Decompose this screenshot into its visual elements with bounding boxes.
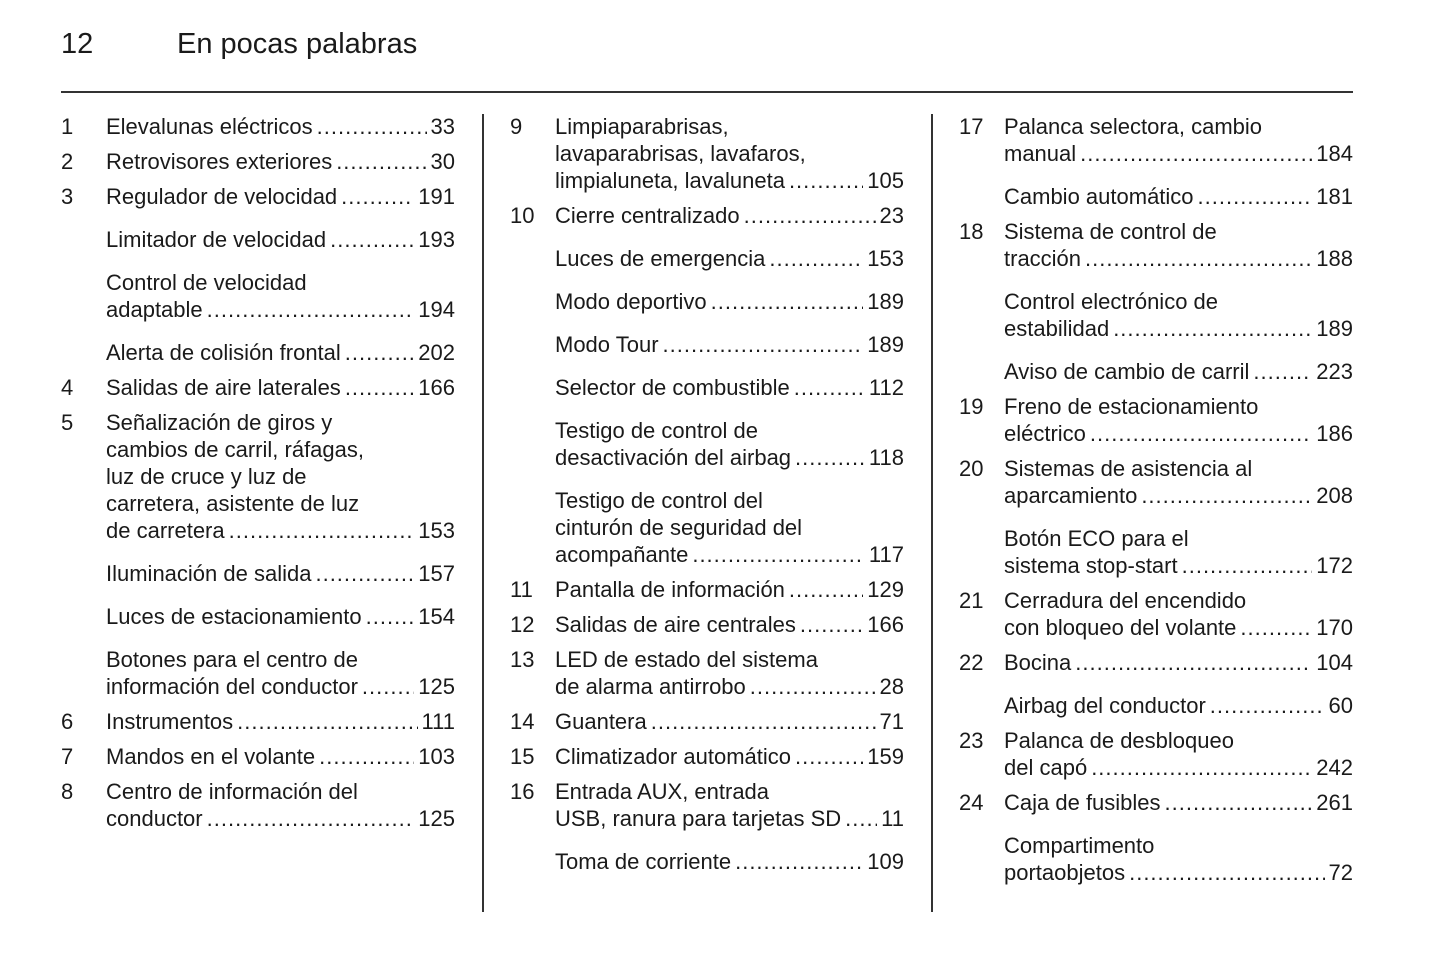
page-reference: 172 (1316, 553, 1353, 578)
entry-label-line: Testigo de control del (555, 488, 763, 513)
dot-leader (345, 374, 414, 401)
entry-label: Salidas de aire laterales (106, 375, 341, 400)
dot-leader (366, 603, 415, 630)
page-reference: 103 (418, 744, 455, 769)
index-entry (959, 455, 1353, 509)
dot-leader (769, 245, 863, 272)
page-reference: 117 (868, 542, 904, 567)
entry-number: 17 (959, 114, 984, 139)
entry-number: 20 (959, 456, 984, 481)
index-entry (61, 183, 455, 210)
entry-number: 8 (61, 779, 74, 804)
entry-label: Mandos en el volante (106, 744, 316, 769)
index-subentry (510, 288, 904, 315)
entry-label-line: Control electrónico de (1004, 289, 1219, 314)
index-subentry (959, 288, 1353, 342)
dot-leader (789, 576, 863, 603)
page-reference: 125 (418, 806, 455, 831)
entry-number: 24 (959, 790, 984, 815)
page-reference: 188 (1316, 246, 1353, 271)
page-reference: 261 (1316, 790, 1353, 815)
page-header (61, 28, 1353, 68)
page-reference: 129 (867, 577, 904, 602)
entry-label: Regulador de velocidad (106, 184, 338, 209)
entry-label: Caja de fusibles (1004, 790, 1161, 815)
index-entry (510, 646, 904, 700)
page-reference: 194 (418, 297, 455, 322)
entry-number: 16 (510, 779, 535, 804)
page-reference: 189 (867, 289, 904, 314)
dot-leader (789, 167, 863, 194)
dot-leader (362, 673, 414, 700)
dot-leader (1165, 789, 1313, 816)
page-reference: 153 (867, 246, 904, 271)
entry-number: 15 (510, 744, 535, 769)
entry-number: 22 (959, 650, 984, 675)
page-reference: 166 (418, 375, 455, 400)
dot-leader (1080, 140, 1312, 167)
page-reference: 166 (867, 612, 904, 637)
entry-label: estabilidad (1004, 316, 1110, 341)
column-divider (482, 114, 484, 912)
index-subentry (510, 331, 904, 358)
entry-label-line: Cerradura del encendido (1004, 588, 1247, 613)
index-column-2 (510, 113, 904, 875)
page-reference: 242 (1316, 755, 1353, 780)
page-reference: 208 (1316, 483, 1353, 508)
page-reference: 189 (867, 332, 904, 357)
entry-label: USB, ranura para tarjetas SD (555, 806, 842, 831)
page-reference: 191 (418, 184, 455, 209)
index-entry (959, 649, 1353, 676)
index-entry (61, 374, 455, 401)
entry-label: Instrumentos (106, 709, 234, 734)
page-reference: 109 (867, 849, 904, 874)
dot-leader (1182, 552, 1313, 579)
index-subentry (510, 848, 904, 875)
index-entry (959, 218, 1353, 272)
entry-label-line: Botón ECO para el (1004, 526, 1189, 551)
entry-label: acompañante (555, 542, 689, 567)
dot-leader (330, 226, 414, 253)
index-subentry (510, 487, 904, 568)
entry-label: limpialuneta, lavaluneta (555, 168, 785, 193)
index-subentry (959, 183, 1353, 210)
dot-leader (345, 339, 414, 366)
page-reference: 105 (867, 168, 904, 193)
entry-label: manual (1004, 141, 1077, 166)
entry-label: Modo Tour (555, 332, 659, 357)
page-reference: 186 (1316, 421, 1353, 446)
page-reference: 33 (430, 114, 455, 139)
index-subentry (61, 269, 455, 323)
dot-leader (795, 444, 865, 471)
entry-label: Limitador de velocidad (106, 227, 327, 252)
dot-leader (237, 708, 417, 735)
entry-label: Aviso de cambio de carril (1004, 359, 1250, 384)
page-reference: 202 (418, 340, 455, 365)
index-subentry (61, 339, 455, 366)
index-entry (61, 409, 455, 544)
page-reference: 159 (867, 744, 904, 769)
page-reference: 189 (1316, 316, 1353, 341)
dot-leader (1113, 315, 1312, 342)
page-reference: 157 (418, 561, 455, 586)
index-column-3 (959, 113, 1353, 886)
index-subentry (959, 692, 1353, 719)
index-subentry (510, 245, 904, 272)
page-number: 12 (61, 28, 94, 60)
dot-leader (845, 805, 877, 832)
dot-leader (1075, 649, 1312, 676)
dot-leader (795, 743, 863, 770)
dot-leader (341, 183, 414, 210)
entry-label: Cambio automático (1004, 184, 1194, 209)
entry-number: 4 (61, 375, 74, 400)
dot-leader (1253, 358, 1312, 385)
index-entry (61, 708, 455, 735)
entry-label: de alarma antirrobo (555, 674, 746, 699)
entry-number: 23 (959, 728, 984, 753)
dot-leader (735, 848, 863, 875)
index-entry (510, 743, 904, 770)
dot-leader (315, 560, 414, 587)
entry-number: 14 (510, 709, 535, 734)
page-reference: 111 (421, 709, 455, 734)
dot-leader (744, 202, 876, 229)
entry-label: sistema stop-start (1004, 553, 1178, 578)
entry-label: con bloqueo del volante (1004, 615, 1237, 640)
entry-label: Luces de estacionamiento (106, 604, 362, 629)
entry-label-line: luz de cruce y luz de (106, 464, 307, 489)
entry-label-line: lavaparabrisas, lavafaros, (555, 141, 806, 166)
index-subentry (959, 832, 1353, 886)
index-subentry (510, 417, 904, 471)
page-reference: 193 (418, 227, 455, 252)
dot-leader (692, 541, 865, 568)
entry-label-line: Centro de información del (106, 779, 358, 804)
entry-label: del capó (1004, 755, 1088, 780)
header-divider (61, 91, 1353, 93)
index-subentry (61, 603, 455, 630)
dot-leader (1210, 692, 1325, 719)
page-reference: 60 (1328, 693, 1353, 718)
entry-number: 6 (61, 709, 74, 734)
entry-label: Guantera (555, 709, 647, 734)
dot-leader (319, 743, 414, 770)
page-reference: 170 (1316, 615, 1353, 640)
index-subentry (959, 358, 1353, 385)
dot-leader (207, 296, 415, 323)
dot-leader (336, 148, 426, 175)
entry-number: 12 (510, 612, 535, 637)
dot-leader (750, 673, 876, 700)
entry-number: 5 (61, 410, 74, 435)
entry-label-line: Palanca de desbloqueo (1004, 728, 1234, 753)
page-reference: 72 (1328, 860, 1353, 885)
entry-label-line: Sistema de control de (1004, 219, 1217, 244)
index-entry (959, 393, 1353, 447)
entry-label: Selector de combustible (555, 375, 790, 400)
entry-label: Pantalla de información (555, 577, 785, 602)
index-entry (61, 148, 455, 175)
dot-leader (317, 113, 427, 140)
entry-number: 19 (959, 394, 984, 419)
page-reference: 71 (879, 709, 904, 734)
dot-leader (207, 805, 415, 832)
entry-label-line: Limpiaparabrisas, (555, 114, 729, 139)
entry-label-line: Botones para el centro de (106, 647, 358, 672)
dot-leader (1129, 859, 1324, 886)
index-entry (510, 708, 904, 735)
index-entry (510, 611, 904, 638)
dot-leader (1240, 614, 1312, 641)
dot-leader (794, 374, 865, 401)
entry-label: Bocina (1004, 650, 1072, 675)
dot-leader (651, 708, 876, 735)
entry-label: adaptable (106, 297, 203, 322)
dot-leader (229, 517, 415, 544)
entry-number: 9 (510, 114, 523, 139)
page-reference: 104 (1316, 650, 1353, 675)
index-entry (510, 202, 904, 229)
dot-leader (711, 288, 864, 315)
entry-number: 11 (510, 577, 533, 602)
entry-label-line: cambios de carril, ráfagas, (106, 437, 364, 462)
entry-label: Toma de corriente (555, 849, 732, 874)
entry-label: Retrovisores exteriores (106, 149, 333, 174)
index-entry (959, 727, 1353, 781)
entry-label: portaobjetos (1004, 860, 1126, 885)
page-reference: 11 (881, 806, 904, 831)
entry-number: 1 (61, 114, 74, 139)
entry-label-line: Señalización de giros y (106, 410, 333, 435)
page-reference: 153 (418, 518, 455, 543)
dot-leader (1198, 183, 1313, 210)
page-reference: 154 (418, 604, 455, 629)
dot-leader (800, 611, 863, 638)
index-entry (959, 789, 1353, 816)
entry-label: tracción (1004, 246, 1082, 271)
entry-label-line: Freno de estacionamiento (1004, 394, 1259, 419)
entry-label-line: Compartimento (1004, 833, 1155, 858)
index-entry (61, 778, 455, 832)
dot-leader (1141, 482, 1312, 509)
index-entry (61, 743, 455, 770)
entry-label: Modo deportivo (555, 289, 707, 314)
entry-number: 10 (510, 203, 535, 228)
index-column-1 (61, 113, 455, 832)
entry-number: 2 (61, 149, 74, 174)
dot-leader (1091, 754, 1312, 781)
entry-label-line: Testigo de control de (555, 418, 759, 443)
entry-number: 7 (61, 744, 74, 769)
index-entry (510, 778, 904, 832)
page-reference: 223 (1316, 359, 1353, 384)
page-title: En pocas palabras (177, 28, 418, 60)
index-entry (510, 576, 904, 603)
index-entry (959, 587, 1353, 641)
index-entry (61, 113, 455, 140)
entry-number: 21 (959, 588, 984, 613)
entry-label: desactivación del airbag (555, 445, 792, 470)
index-entry (510, 113, 904, 194)
dot-leader (1085, 245, 1312, 272)
entry-label: información del conductor (106, 674, 358, 699)
entry-label-line: LED de estado del sistema (555, 647, 818, 672)
column-divider (931, 114, 933, 912)
index-entry (959, 113, 1353, 167)
index-subentry (510, 374, 904, 401)
entry-label: conductor (106, 806, 203, 831)
page-reference: 118 (868, 445, 904, 470)
entry-label: de carretera (106, 518, 225, 543)
page-reference: 125 (418, 674, 455, 699)
entry-label-line: Palanca selectora, cambio (1004, 114, 1263, 139)
entry-label: Luces de emergencia (555, 246, 766, 271)
page-reference: 181 (1316, 184, 1353, 209)
entry-label-line: Entrada AUX, entrada (555, 779, 770, 804)
entry-label: Elevalunas eléctricos (106, 114, 313, 139)
entry-label: aparcamiento (1004, 483, 1138, 508)
page-reference: 23 (879, 203, 904, 228)
entry-label: eléctrico (1004, 421, 1086, 446)
entry-label: Cierre centralizado (555, 203, 740, 228)
entry-label-line: cinturón de seguridad del (555, 515, 803, 540)
page-reference: 112 (868, 375, 904, 400)
entry-label-line: Control de velocidad (106, 270, 307, 295)
entry-number: 3 (61, 184, 74, 209)
entry-label-line: Sistemas de asistencia al (1004, 456, 1253, 481)
index-subentry (61, 646, 455, 700)
dot-leader (1090, 420, 1312, 447)
index-subentry (959, 525, 1353, 579)
page-reference: 184 (1316, 141, 1353, 166)
entry-label: Salidas de aire centrales (555, 612, 796, 637)
page-reference: 30 (430, 149, 455, 174)
entry-label-line: carretera, asistente de luz (106, 491, 360, 516)
page-reference: 28 (879, 674, 904, 699)
index-subentry (61, 560, 455, 587)
entry-label: Climatizador automático (555, 744, 791, 769)
entry-number: 18 (959, 219, 984, 244)
entry-label: Iluminación de salida (106, 561, 312, 586)
entry-label: Alerta de colisión frontal (106, 340, 341, 365)
entry-number: 13 (510, 647, 535, 672)
dot-leader (663, 331, 864, 358)
index-subentry (61, 226, 455, 253)
entry-label: Airbag del conductor (1004, 693, 1206, 718)
